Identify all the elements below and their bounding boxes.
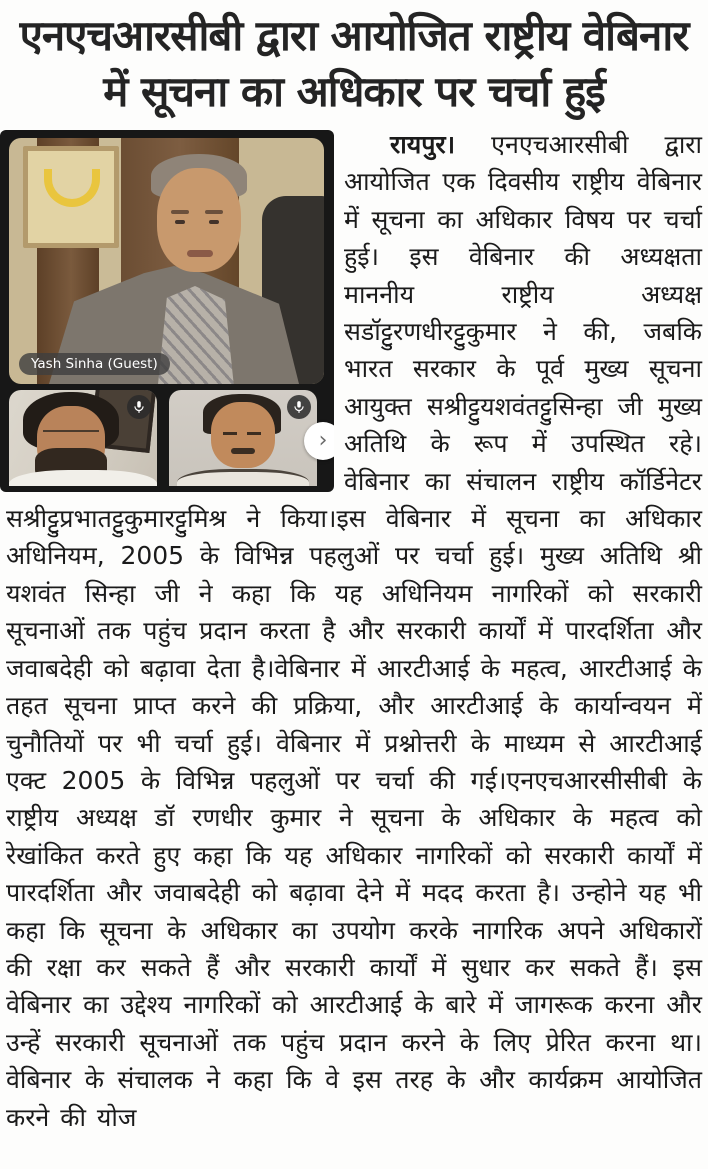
participant-name-badge: Yash Sinha (Guest) — [19, 353, 170, 375]
video-thumbnail-1 — [9, 390, 157, 486]
speaker-eyebrow — [205, 210, 223, 214]
speaker-face — [157, 168, 241, 272]
participant2-face — [211, 402, 275, 468]
headline-line-2: में सूचना का अधिकार पर चर्चा हुई — [103, 67, 605, 116]
thumbnail-row — [9, 390, 325, 486]
speaker-eye — [209, 220, 219, 224]
main-video-tile — [9, 138, 324, 384]
participant1-shirt — [9, 470, 157, 486]
wall-picture-frame — [23, 146, 119, 248]
mic-icon — [287, 395, 311, 419]
speaker-eyebrow — [171, 210, 189, 214]
webinar-photo — [0, 130, 334, 492]
chevron-glyph: › — [318, 428, 328, 453]
headline — [6, 8, 702, 120]
video-thumbnail-2 — [169, 390, 317, 486]
speaker-eye — [175, 220, 185, 224]
speaker-mouth — [187, 250, 213, 257]
article-paragraph: एनएचआरसीबी द्वारा आयोजित एक दिवसीय राष्ट्रीय वेबिनार में सूचना का अधिकार विषय पर चर्चा हुई। इस वेबिनार की अध्यक्षता माननीय राष्ट्रीय अध्यक्ष सडॉट्टुरणधीरट्टुकुमार ने की, जबकि भारत सरकार के पूर्व मुख्य सूचना आयुक्त सश्रीट्टुयशवंतट्टुसिन्हा जी मुख्य अतिथि के रूप में उपस्थित रहे। वेबिनार का संचालन राष्ट्रीय कॉर्डिनेटर सश्रीट्टुप्रभातट्टुकुमारट्टुमिश्र ने किया।इस वेबिनार में सूचना का अधिकार अधिनियम, 2005 के विभिन्न पहलुओं पर चर्चा हुई। मुख्य अतिथि श्री यशवंत सिन्हा जी ने कहा कि यह अधिनियम नागरिकों को सरकारी सूचनाओं तक पहुंच प्रदान करता है और सरकारी कार्यों में पारदर्शिता और जवाबदेही को बढ़ावा देता है।वेबिनार में आरटीआई के महत्व, आरटीआई के तहत सूचना प्राप्त करने की प्रक्रिया, और आरटीआई के कार्यान्वयन में चुनौतियों पर भी चर्चा हुई। वेबिनार में प्रश्नोत्तरी के माध्यम से आरटीआई एक्ट 2005 के विभिन्न पहलुओं पर चर्चा की गई।एनएचआरसीसीबी के राष्ट्रीय अध्यक्ष डॉ रणधीर कुमार ने सूचना के अधिकार के महत्व को रेखांकित करते हुए कहा कि यह अधिकार नागरिकों को सरकारी कार्यों में पारदर्शिता और जवाबदेही को बढ़ावा देने में मदद करता है। उन्होने यह भी कहा कि सूचना के अधिकार का उपयोग करके नागरिक अपने अधिकारों की रक्षा कर सकते हैं और सरकारी कार्यों में सुधार कर सकते हैं। इस वेबिनार का उद्देश्य नागरिकों को आरटीआई के बारे में जागरूक करना और उन्हें सरकारी सूचनाओं तक पहुंच प्रदान करने के लिए प्रेरित करना था। वेबिनार के संचालक ने कहा कि वे इस तरह के और कार्यक्रम आयोजित करने की योज — [6, 130, 702, 1132]
participant1-glasses — [43, 430, 99, 444]
chevron-right-icon — [304, 422, 334, 460]
participant2-eyebrow — [247, 432, 261, 435]
participant2-shirt — [177, 469, 309, 486]
headline-line-1: एनएचआरसीबी द्वारा आयोजित राष्ट्रीय वेबिनार — [19, 11, 689, 60]
article — [0, 126, 708, 1136]
dateline: रायपुर। — [390, 130, 456, 159]
participant2-mustache — [231, 448, 255, 454]
mic-icon — [127, 395, 151, 419]
picture-art — [44, 169, 100, 207]
participant2-eyebrow — [223, 432, 237, 435]
